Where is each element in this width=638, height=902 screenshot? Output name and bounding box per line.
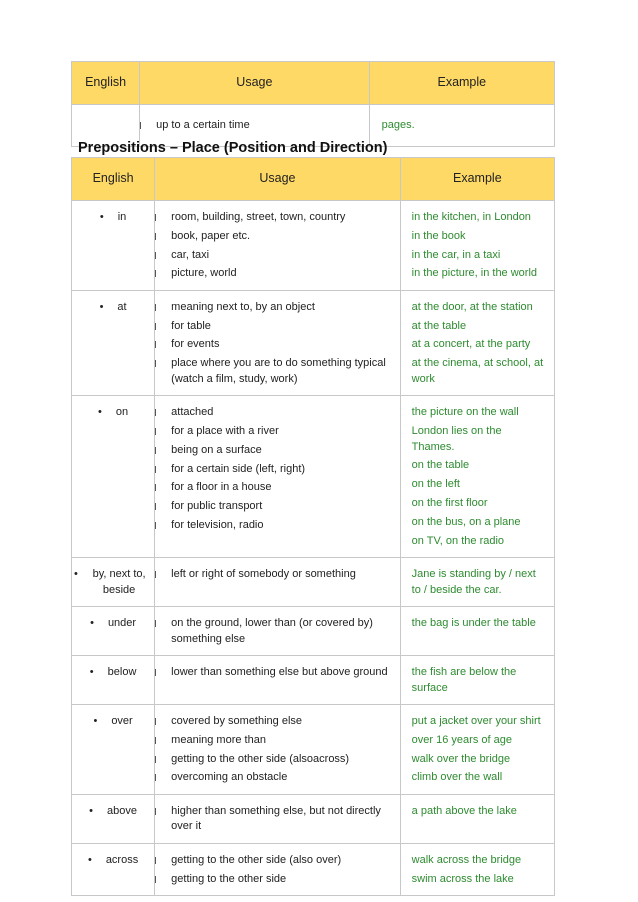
english-cell <box>72 558 155 607</box>
usage-line: on the ground, lower than (or covered by) something else <box>171 616 392 647</box>
bullet-icon: • <box>99 300 104 313</box>
bullet-icon: • <box>74 568 78 581</box>
example-line: at the door, at the station <box>411 300 533 313</box>
table-row <box>72 558 555 607</box>
english-cell <box>72 794 155 843</box>
example-cell <box>400 201 554 291</box>
example-line: put a jacket over your shirt <box>411 715 541 728</box>
usage-line: for events <box>171 337 392 353</box>
usage-line: being on a surface <box>171 443 392 459</box>
usage-cell <box>155 656 401 705</box>
preposition-word: above <box>107 804 137 817</box>
usage-line: for table <box>171 319 392 335</box>
example-cell <box>400 705 554 795</box>
usage-line: book, paper etc. <box>171 229 392 245</box>
example-line: London lies on the Thames. <box>411 425 502 453</box>
bullet-icon: • <box>89 666 94 679</box>
example-cell <box>369 105 554 147</box>
usage-line: for television, radio <box>171 518 392 534</box>
usage-line: attached <box>171 405 392 421</box>
example-cell <box>400 607 554 656</box>
usage-line: lower than something else but above ground <box>171 665 392 681</box>
usage-line: room, building, street, town, country <box>171 210 392 226</box>
example-line: climb over the wall <box>411 771 503 784</box>
usage-line: getting to the other side <box>171 872 392 888</box>
header-english: English <box>72 158 155 201</box>
example-line: on the table <box>411 459 470 472</box>
header-english: English <box>72 62 140 105</box>
header-usage: Usage <box>155 158 401 201</box>
table-row <box>72 656 555 705</box>
example-line: on TV, on the radio <box>411 534 505 547</box>
usage-line: picture, world <box>171 266 392 282</box>
example-cell <box>400 290 554 395</box>
example-line: over 16 years of age <box>411 733 512 746</box>
table-row <box>72 705 555 795</box>
example-line: the fish are below the surface <box>411 666 517 694</box>
section-title: Prepositions – Place (Position and Direction) <box>78 140 388 156</box>
example-line: on the bus, on a plane <box>411 515 521 528</box>
example-line: walk over the bridge <box>411 752 511 765</box>
usage-line: meaning more than <box>171 733 392 749</box>
english-cell <box>72 607 155 656</box>
english-cell <box>72 290 155 395</box>
bullet-icon: • <box>89 804 94 817</box>
example-line: on the left <box>411 478 460 491</box>
usage-line: for a floor in a house <box>171 480 392 496</box>
english-cell <box>72 843 155 895</box>
usage-line: for a certain side (left, right) <box>171 462 392 478</box>
bullet-icon: • <box>90 617 94 630</box>
preposition-word: under <box>107 617 137 630</box>
usage-line: higher than something else, but not directly over it <box>171 804 392 835</box>
english-cell <box>72 705 155 795</box>
preposition-word: below <box>107 666 137 679</box>
example-line: on the first floor <box>411 496 488 509</box>
example-line: Jane is standing by / next to / beside the car. <box>411 568 536 596</box>
usage-cell <box>155 843 401 895</box>
bullet-icon: • <box>87 853 92 866</box>
usage-line: getting to the other side (alsoacross) <box>171 752 392 768</box>
bullet-icon: • <box>93 715 98 728</box>
example-line: a path above the lake <box>411 804 517 817</box>
bullet-icon: • <box>99 211 104 223</box>
example-line: walk across the bridge <box>411 853 522 866</box>
example-line: at the table <box>411 319 467 332</box>
usage-line: car, taxi <box>171 248 392 264</box>
table-row <box>72 843 555 895</box>
usage-cell <box>155 201 401 291</box>
header-example: Example <box>369 62 554 105</box>
usage-line: place where you are to do something typical (watch a film, study, work) <box>171 356 392 387</box>
example-line: at the cinema, at school, at work <box>411 357 544 385</box>
example-line: the picture on the wall <box>411 406 519 419</box>
example-line: swim across the lake <box>411 872 514 885</box>
example-line: in the picture, in the world <box>411 267 538 280</box>
table-row <box>72 396 555 558</box>
table-row <box>72 290 555 395</box>
table-row <box>72 794 555 843</box>
example-line: in the book <box>411 229 466 242</box>
example-cell <box>400 794 554 843</box>
preposition-word: across <box>105 853 139 866</box>
example-line: pages. <box>381 119 415 132</box>
preposition-word: in <box>117 211 127 223</box>
header-usage: Usage <box>140 62 369 105</box>
preposition-word: at <box>117 300 127 313</box>
usage-line: for public transport <box>171 499 392 515</box>
usage-line: meaning next to, by an object <box>171 300 392 316</box>
usage-cell <box>155 396 401 558</box>
example-cell <box>400 396 554 558</box>
bullet-icon: • <box>98 406 102 419</box>
example-line: at a concert, at the party <box>411 338 531 351</box>
preposition-word: over <box>111 715 133 728</box>
usage-cell <box>155 290 401 395</box>
preposition-word: on <box>115 406 129 419</box>
usage-cell <box>155 607 401 656</box>
usage-line: getting to the other side (also over) <box>171 853 392 869</box>
example-line: in the kitchen, in London <box>411 211 531 223</box>
table-body <box>72 201 555 896</box>
example-cell <box>400 656 554 705</box>
example-cell <box>400 843 554 895</box>
table-row <box>72 607 555 656</box>
usage-line: overcoming an obstacle <box>171 770 392 786</box>
english-cell <box>72 656 155 705</box>
usage-line: up to a certain time <box>156 118 360 134</box>
usage-line: left or right of somebody or something <box>171 567 392 583</box>
usage-cell <box>155 705 401 795</box>
header-example: Example <box>400 158 554 201</box>
example-line: the bag is under the table <box>411 617 536 630</box>
top-table-continuation <box>71 61 555 147</box>
table-row <box>72 201 555 291</box>
english-cell <box>72 201 155 291</box>
english-cell <box>72 396 155 558</box>
example-cell <box>400 558 554 607</box>
example-line: in the car, in a taxi <box>411 248 501 261</box>
usage-cell <box>155 558 401 607</box>
place-prepositions-table <box>71 157 555 896</box>
usage-line: covered by something else <box>171 714 392 730</box>
usage-line: for a place with a river <box>171 424 392 440</box>
usage-cell <box>155 794 401 843</box>
preposition-word: by, next to, beside <box>92 568 146 596</box>
